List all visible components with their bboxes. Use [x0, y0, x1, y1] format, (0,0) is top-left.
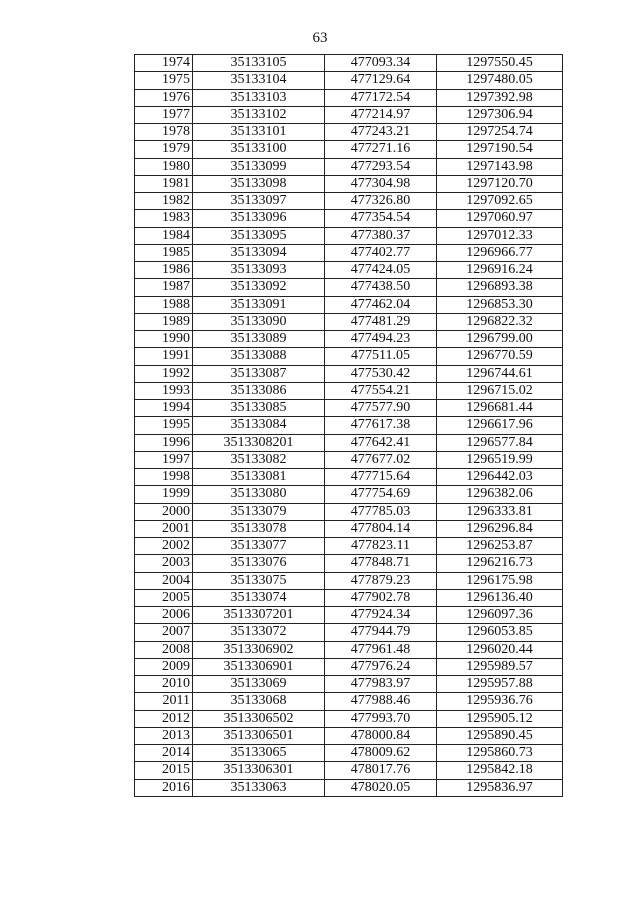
y-coordinate-cell: 1297012.33: [437, 227, 563, 244]
point-id-cell: 35133090: [193, 313, 325, 330]
table-row: [135, 434, 563, 451]
x-coordinate-cell: 477554.21: [325, 382, 437, 399]
y-coordinate-cell: 1295905.12: [437, 710, 563, 727]
row-number-cell: 2000: [135, 503, 193, 520]
table-row: [135, 175, 563, 192]
y-coordinate-cell: 1296136.40: [437, 589, 563, 606]
y-coordinate-cell: 1296577.84: [437, 434, 563, 451]
row-number-cell: 1987: [135, 279, 193, 296]
point-id-cell: 35133065: [193, 745, 325, 762]
x-coordinate-cell: 477677.02: [325, 451, 437, 468]
point-id-cell: 35133100: [193, 141, 325, 158]
point-id-cell: 35133101: [193, 124, 325, 141]
row-number-cell: 2002: [135, 538, 193, 555]
row-number-cell: 2014: [135, 745, 193, 762]
table-row: [135, 331, 563, 348]
y-coordinate-cell: 1297190.54: [437, 141, 563, 158]
x-coordinate-cell: 477243.21: [325, 124, 437, 141]
x-coordinate-cell: 477993.70: [325, 710, 437, 727]
table-row: [135, 279, 563, 296]
x-coordinate-cell: 477511.05: [325, 348, 437, 365]
y-coordinate-cell: 1296966.77: [437, 244, 563, 261]
table-row: [135, 538, 563, 555]
table-row: [135, 710, 563, 727]
row-number-cell: 1986: [135, 262, 193, 279]
x-coordinate-cell: 477617.38: [325, 417, 437, 434]
y-coordinate-cell: 1295957.88: [437, 676, 563, 693]
y-coordinate-cell: 1297392.98: [437, 89, 563, 106]
point-id-cell: 35133102: [193, 106, 325, 123]
row-number-cell: 1976: [135, 89, 193, 106]
table-row: [135, 141, 563, 158]
point-id-cell: 35133080: [193, 486, 325, 503]
row-number-cell: 1998: [135, 469, 193, 486]
x-coordinate-cell: 477293.54: [325, 158, 437, 175]
x-coordinate-cell: 477754.69: [325, 486, 437, 503]
table-row: [135, 89, 563, 106]
point-id-cell: 35133093: [193, 262, 325, 279]
point-id-cell: 35133076: [193, 555, 325, 572]
row-number-cell: 2001: [135, 520, 193, 537]
row-number-cell: 1977: [135, 106, 193, 123]
table-row: [135, 55, 563, 72]
row-number-cell: 2004: [135, 572, 193, 589]
row-number-cell: 2013: [135, 727, 193, 744]
row-number-cell: 1984: [135, 227, 193, 244]
table-row: [135, 72, 563, 89]
y-coordinate-cell: 1297092.65: [437, 193, 563, 210]
y-coordinate-cell: 1296893.38: [437, 279, 563, 296]
row-number-cell: 1997: [135, 451, 193, 468]
y-coordinate-cell: 1296770.59: [437, 348, 563, 365]
table-row: [135, 503, 563, 520]
table-row: [135, 762, 563, 779]
y-coordinate-cell: 1297550.45: [437, 55, 563, 72]
table-row: [135, 520, 563, 537]
table-row: [135, 262, 563, 279]
y-coordinate-cell: 1296799.00: [437, 331, 563, 348]
point-id-cell: 35133078: [193, 520, 325, 537]
x-coordinate-cell: 477715.64: [325, 469, 437, 486]
table-row: [135, 486, 563, 503]
point-id-cell: 35133091: [193, 296, 325, 313]
table-row: [135, 555, 563, 572]
row-number-cell: 1990: [135, 331, 193, 348]
x-coordinate-cell: 477983.97: [325, 676, 437, 693]
x-coordinate-cell: 477214.97: [325, 106, 437, 123]
x-coordinate-cell: 477988.46: [325, 693, 437, 710]
row-number-cell: 2008: [135, 641, 193, 658]
row-number-cell: 1982: [135, 193, 193, 210]
y-coordinate-cell: 1296681.44: [437, 400, 563, 417]
y-coordinate-cell: 1295989.57: [437, 658, 563, 675]
table-row: [135, 658, 563, 675]
y-coordinate-cell: 1296253.87: [437, 538, 563, 555]
x-coordinate-cell: 478000.84: [325, 727, 437, 744]
point-id-cell: 3513306502: [193, 710, 325, 727]
x-coordinate-cell: 477961.48: [325, 641, 437, 658]
y-coordinate-cell: 1295890.45: [437, 727, 563, 744]
point-id-cell: 35133084: [193, 417, 325, 434]
point-id-cell: 35133081: [193, 469, 325, 486]
point-id-cell: 35133098: [193, 175, 325, 192]
point-id-cell: 3513306501: [193, 727, 325, 744]
row-number-cell: 1991: [135, 348, 193, 365]
table-row: [135, 158, 563, 175]
table-row: [135, 693, 563, 710]
row-number-cell: 2015: [135, 762, 193, 779]
y-coordinate-cell: 1296822.32: [437, 313, 563, 330]
table-row: [135, 244, 563, 261]
point-id-cell: 35133094: [193, 244, 325, 261]
table-row: [135, 348, 563, 365]
table-row: [135, 417, 563, 434]
point-id-cell: 35133075: [193, 572, 325, 589]
x-coordinate-cell: 477785.03: [325, 503, 437, 520]
table-row: [135, 296, 563, 313]
table-row: [135, 676, 563, 693]
row-number-cell: 2012: [135, 710, 193, 727]
row-number-cell: 2016: [135, 779, 193, 796]
point-id-cell: 35133105: [193, 55, 325, 72]
y-coordinate-cell: 1296442.03: [437, 469, 563, 486]
x-coordinate-cell: 477530.42: [325, 365, 437, 382]
point-id-cell: 3513306901: [193, 658, 325, 675]
y-coordinate-cell: 1296715.02: [437, 382, 563, 399]
row-number-cell: 2007: [135, 624, 193, 641]
row-number-cell: 1981: [135, 175, 193, 192]
point-id-cell: 35133092: [193, 279, 325, 296]
y-coordinate-cell: 1296175.98: [437, 572, 563, 589]
point-id-cell: 35133095: [193, 227, 325, 244]
x-coordinate-cell: 477438.50: [325, 279, 437, 296]
y-coordinate-cell: 1295836.97: [437, 779, 563, 796]
y-coordinate-cell: 1296296.84: [437, 520, 563, 537]
row-number-cell: 1974: [135, 55, 193, 72]
x-coordinate-cell: 477902.78: [325, 589, 437, 606]
x-coordinate-cell: 478017.76: [325, 762, 437, 779]
row-number-cell: 2005: [135, 589, 193, 606]
x-coordinate-cell: 477944.79: [325, 624, 437, 641]
y-coordinate-cell: 1296216.73: [437, 555, 563, 572]
x-coordinate-cell: 477402.77: [325, 244, 437, 261]
point-id-cell: 35133063: [193, 779, 325, 796]
x-coordinate-cell: 477380.37: [325, 227, 437, 244]
y-coordinate-cell: 1296916.24: [437, 262, 563, 279]
x-coordinate-cell: 477848.71: [325, 555, 437, 572]
row-number-cell: 2003: [135, 555, 193, 572]
table-row: [135, 313, 563, 330]
y-coordinate-cell: 1296382.06: [437, 486, 563, 503]
y-coordinate-cell: 1296053.85: [437, 624, 563, 641]
row-number-cell: 2011: [135, 693, 193, 710]
page-number: 63: [312, 30, 328, 46]
x-coordinate-cell: 477129.64: [325, 72, 437, 89]
y-coordinate-cell: 1296617.96: [437, 417, 563, 434]
row-number-cell: 2010: [135, 676, 193, 693]
y-coordinate-cell: 1296333.81: [437, 503, 563, 520]
row-number-cell: 1994: [135, 400, 193, 417]
x-coordinate-cell: 477976.24: [325, 658, 437, 675]
table-row: [135, 400, 563, 417]
coordinates-table: [134, 54, 563, 797]
x-coordinate-cell: 477271.16: [325, 141, 437, 158]
table-row: [135, 124, 563, 141]
table-row: [135, 745, 563, 762]
point-id-cell: 35133103: [193, 89, 325, 106]
x-coordinate-cell: 477462.04: [325, 296, 437, 313]
table-row: [135, 106, 563, 123]
x-coordinate-cell: 478020.05: [325, 779, 437, 796]
x-coordinate-cell: 477804.14: [325, 520, 437, 537]
x-coordinate-cell: 478009.62: [325, 745, 437, 762]
x-coordinate-cell: 477304.98: [325, 175, 437, 192]
x-coordinate-cell: 477642.41: [325, 434, 437, 451]
table-row: [135, 451, 563, 468]
table-row: [135, 227, 563, 244]
point-id-cell: 35133068: [193, 693, 325, 710]
point-id-cell: 35133086: [193, 382, 325, 399]
y-coordinate-cell: 1296097.36: [437, 607, 563, 624]
point-id-cell: 35133082: [193, 451, 325, 468]
point-id-cell: 3513306902: [193, 641, 325, 658]
row-number-cell: 1980: [135, 158, 193, 175]
y-coordinate-cell: 1297480.05: [437, 72, 563, 89]
table-row: [135, 210, 563, 227]
x-coordinate-cell: 477354.54: [325, 210, 437, 227]
point-id-cell: 35133099: [193, 158, 325, 175]
point-id-cell: 35133088: [193, 348, 325, 365]
row-number-cell: 2006: [135, 607, 193, 624]
row-number-cell: 1983: [135, 210, 193, 227]
y-coordinate-cell: 1296744.61: [437, 365, 563, 382]
point-id-cell: 3513306301: [193, 762, 325, 779]
y-coordinate-cell: 1295936.76: [437, 693, 563, 710]
point-id-cell: 35133104: [193, 72, 325, 89]
point-id-cell: 35133072: [193, 624, 325, 641]
y-coordinate-cell: 1296519.99: [437, 451, 563, 468]
table-row: [135, 382, 563, 399]
row-number-cell: 1975: [135, 72, 193, 89]
point-id-cell: 35133074: [193, 589, 325, 606]
x-coordinate-cell: 477424.05: [325, 262, 437, 279]
row-number-cell: 1979: [135, 141, 193, 158]
y-coordinate-cell: 1296853.30: [437, 296, 563, 313]
x-coordinate-cell: 477326.80: [325, 193, 437, 210]
row-number-cell: 1999: [135, 486, 193, 503]
y-coordinate-cell: 1295842.18: [437, 762, 563, 779]
x-coordinate-cell: 477924.34: [325, 607, 437, 624]
row-number-cell: 1993: [135, 382, 193, 399]
row-number-cell: 1995: [135, 417, 193, 434]
y-coordinate-cell: 1297306.94: [437, 106, 563, 123]
y-coordinate-cell: 1297254.74: [437, 124, 563, 141]
table-row: [135, 624, 563, 641]
point-id-cell: 35133097: [193, 193, 325, 210]
row-number-cell: 1996: [135, 434, 193, 451]
point-id-cell: 3513307201: [193, 607, 325, 624]
table-row: [135, 727, 563, 744]
table-row: [135, 469, 563, 486]
coordinates-table-body: [135, 55, 563, 797]
row-number-cell: 2009: [135, 658, 193, 675]
x-coordinate-cell: 477879.23: [325, 572, 437, 589]
row-number-cell: 1989: [135, 313, 193, 330]
row-number-cell: 1988: [135, 296, 193, 313]
point-id-cell: 35133069: [193, 676, 325, 693]
table-row: [135, 365, 563, 382]
x-coordinate-cell: 477093.34: [325, 55, 437, 72]
point-id-cell: 35133079: [193, 503, 325, 520]
x-coordinate-cell: 477172.54: [325, 89, 437, 106]
y-coordinate-cell: 1297060.97: [437, 210, 563, 227]
point-id-cell: 35133085: [193, 400, 325, 417]
point-id-cell: 3513308201: [193, 434, 325, 451]
table-row: [135, 641, 563, 658]
point-id-cell: 35133089: [193, 331, 325, 348]
row-number-cell: 1978: [135, 124, 193, 141]
row-number-cell: 1985: [135, 244, 193, 261]
x-coordinate-cell: 477823.11: [325, 538, 437, 555]
x-coordinate-cell: 477494.23: [325, 331, 437, 348]
table-row: [135, 779, 563, 796]
table-row: [135, 589, 563, 606]
table-row: [135, 572, 563, 589]
x-coordinate-cell: 477577.90: [325, 400, 437, 417]
point-id-cell: 35133096: [193, 210, 325, 227]
y-coordinate-cell: 1297143.98: [437, 158, 563, 175]
y-coordinate-cell: 1295860.73: [437, 745, 563, 762]
point-id-cell: 35133077: [193, 538, 325, 555]
x-coordinate-cell: 477481.29: [325, 313, 437, 330]
y-coordinate-cell: 1297120.70: [437, 175, 563, 192]
table-row: [135, 607, 563, 624]
table-row: [135, 193, 563, 210]
row-number-cell: 1992: [135, 365, 193, 382]
point-id-cell: 35133087: [193, 365, 325, 382]
y-coordinate-cell: 1296020.44: [437, 641, 563, 658]
